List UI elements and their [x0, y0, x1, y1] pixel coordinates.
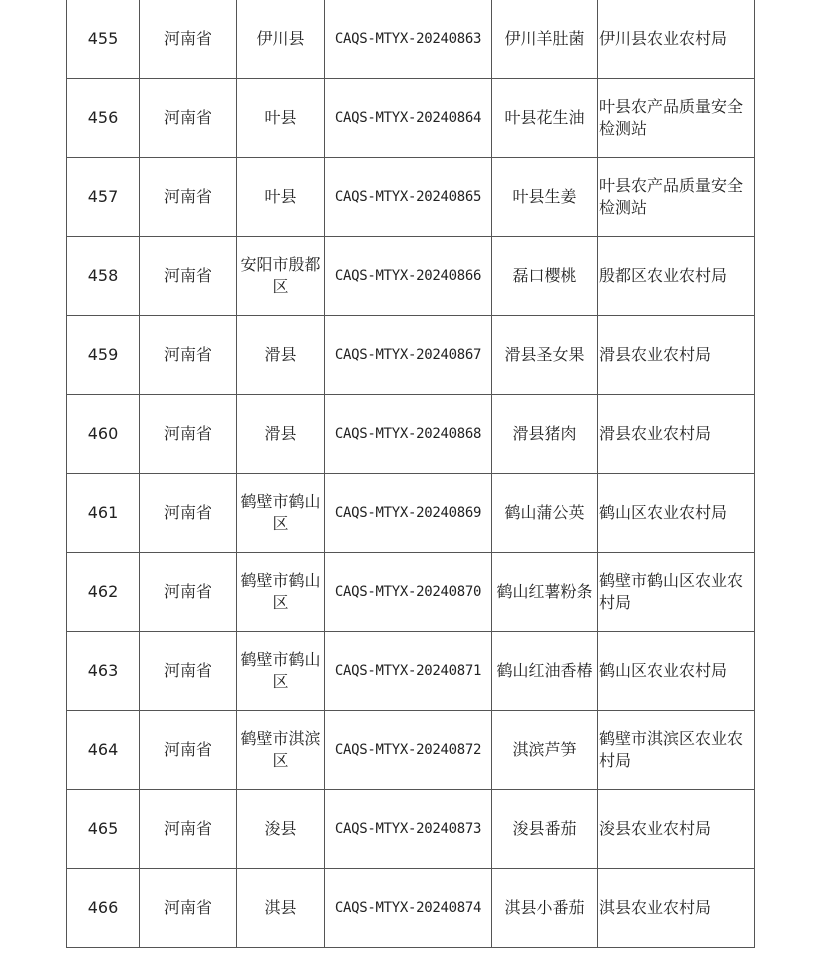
certificate-code-cell: CAQS-MTYX-20240869: [325, 474, 492, 553]
product-name-cell: 滑县圣女果: [492, 316, 598, 395]
certificate-code-cell: CAQS-MTYX-20240867: [325, 316, 492, 395]
product-name-cell: 磊口樱桃: [492, 237, 598, 316]
table-row: [67, 158, 755, 237]
department-cell: 鹤壁市鹤山区农业农村局: [598, 553, 755, 632]
certificate-code-cell: CAQS-MTYX-20240874: [325, 869, 492, 948]
row-number: 461: [67, 474, 140, 553]
county-cell: 叶县: [237, 158, 325, 237]
product-name-cell: 滑县猪肉: [492, 395, 598, 474]
county-cell: 安阳市殷都区: [237, 237, 325, 316]
table-row: [67, 711, 755, 790]
product-name-cell: 鹤山红油香椿: [492, 632, 598, 711]
row-number: 459: [67, 316, 140, 395]
certificate-code-cell: CAQS-MTYX-20240864: [325, 79, 492, 158]
row-number: 464: [67, 711, 140, 790]
row-number: 458: [67, 237, 140, 316]
certificate-code-cell: CAQS-MTYX-20240863: [325, 0, 492, 79]
product-name-cell: 叶县生姜: [492, 158, 598, 237]
county-cell: 滑县: [237, 395, 325, 474]
table-row: [67, 79, 755, 158]
department-cell: 鹤山区农业农村局: [598, 474, 755, 553]
department-cell: 殷都区农业农村局: [598, 237, 755, 316]
row-number: 465: [67, 790, 140, 869]
certificate-code-cell: CAQS-MTYX-20240872: [325, 711, 492, 790]
table-row: [67, 790, 755, 869]
certificate-code-cell: CAQS-MTYX-20240873: [325, 790, 492, 869]
row-number: 466: [67, 869, 140, 948]
table-row: [67, 237, 755, 316]
department-cell: 浚县农业农村局: [598, 790, 755, 869]
province-cell: 河南省: [140, 790, 237, 869]
county-cell: 鹤壁市淇滨区: [237, 711, 325, 790]
county-cell: 伊川县: [237, 0, 325, 79]
province-cell: 河南省: [140, 632, 237, 711]
row-number: 455: [67, 0, 140, 79]
county-cell: 鹤壁市鹤山区: [237, 632, 325, 711]
table-row: [67, 316, 755, 395]
table-row: [67, 0, 755, 79]
table-body: [67, 0, 755, 948]
department-cell: 淇县农业农村局: [598, 869, 755, 948]
department-cell: 滑县农业农村局: [598, 316, 755, 395]
certificate-code-cell: CAQS-MTYX-20240866: [325, 237, 492, 316]
table-row: [67, 632, 755, 711]
county-cell: 浚县: [237, 790, 325, 869]
province-cell: 河南省: [140, 316, 237, 395]
county-cell: 叶县: [237, 79, 325, 158]
product-name-cell: 淇滨芦笋: [492, 711, 598, 790]
province-cell: 河南省: [140, 237, 237, 316]
row-number: 460: [67, 395, 140, 474]
product-name-cell: 伊川羊肚菌: [492, 0, 598, 79]
province-cell: 河南省: [140, 79, 237, 158]
row-number: 457: [67, 158, 140, 237]
province-cell: 河南省: [140, 553, 237, 632]
product-name-cell: 浚县番茄: [492, 790, 598, 869]
county-cell: 鹤壁市鹤山区: [237, 474, 325, 553]
table-row: [67, 869, 755, 948]
registry-table-container: [66, 0, 754, 948]
county-cell: 鹤壁市鹤山区: [237, 553, 325, 632]
table-row: [67, 553, 755, 632]
product-name-cell: 鹤山蒲公英: [492, 474, 598, 553]
county-cell: 淇县: [237, 869, 325, 948]
row-number: 463: [67, 632, 140, 711]
certificate-code-cell: CAQS-MTYX-20240871: [325, 632, 492, 711]
province-cell: 河南省: [140, 869, 237, 948]
row-number: 456: [67, 79, 140, 158]
product-name-cell: 叶县花生油: [492, 79, 598, 158]
certificate-code-cell: CAQS-MTYX-20240868: [325, 395, 492, 474]
department-cell: 滑县农业农村局: [598, 395, 755, 474]
registry-table: [66, 0, 755, 948]
table-row: [67, 474, 755, 553]
table-row: [67, 395, 755, 474]
county-cell: 滑县: [237, 316, 325, 395]
product-name-cell: 淇县小番茄: [492, 869, 598, 948]
row-number: 462: [67, 553, 140, 632]
department-cell: 叶县农产品质量安全检测站: [598, 79, 755, 158]
department-cell: 鹤山区农业农村局: [598, 632, 755, 711]
province-cell: 河南省: [140, 395, 237, 474]
department-cell: 叶县农产品质量安全检测站: [598, 158, 755, 237]
province-cell: 河南省: [140, 0, 237, 79]
province-cell: 河南省: [140, 158, 237, 237]
province-cell: 河南省: [140, 474, 237, 553]
product-name-cell: 鹤山红薯粉条: [492, 553, 598, 632]
department-cell: 鹤壁市淇滨区农业农村局: [598, 711, 755, 790]
department-cell: 伊川县农业农村局: [598, 0, 755, 79]
certificate-code-cell: CAQS-MTYX-20240865: [325, 158, 492, 237]
certificate-code-cell: CAQS-MTYX-20240870: [325, 553, 492, 632]
province-cell: 河南省: [140, 711, 237, 790]
